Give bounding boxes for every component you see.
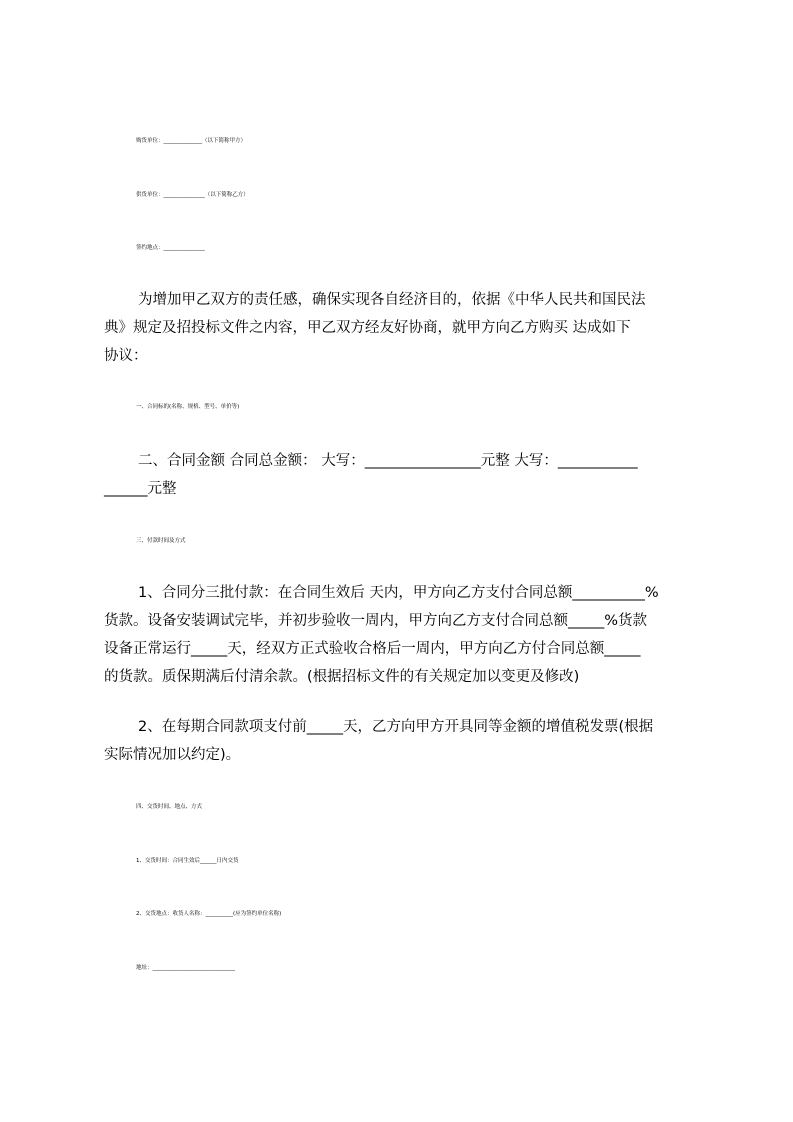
payment-clause-1-line-3: 设备正常运行_____天，经双方正式验收合格后一周内，甲方向乙方付合同总额_____: [104, 641, 641, 657]
delivery-place-line: 2、交货地点：收货人名称：__________(应为签约单位名称): [136, 911, 282, 917]
payment-clause-1-line-2: 货款。设备安装调试完毕，并初步验收一周内，甲方向乙方支付合同总额_____%货款: [104, 613, 648, 629]
section-2-line-2: ______元整: [104, 481, 177, 497]
payment-clause-2-line-2: 实际情况加以约定)。: [104, 747, 241, 763]
section-2-line-1: 二、合同金额 合同总金额： 大写：________________元整 大写：___________: [138, 453, 638, 469]
section-3-heading: 三、付款时间及方式: [136, 538, 186, 544]
address-line: 地址：______________________________: [136, 965, 236, 971]
payment-clause-1-line-4: 的货款。质保期满后付清余款。(根据招标文件的有关规定加以变更及修改): [104, 669, 580, 685]
intro-paragraph: [104, 286, 708, 370]
signing-place-line: 签约地点：_______________: [136, 245, 205, 251]
payment-clause-1: [104, 579, 708, 691]
section-1-heading: 一、合同标的(名称、规格、型号、单价等): [136, 404, 240, 410]
buyer-line: 购货单位：______________（以下简称甲方）: [136, 138, 247, 144]
payment-clause-2-line-1: 2、在每期合同款项支付前_____天，乙方向甲方开具同等金额的增值税发票(根据: [138, 719, 654, 735]
intro-line-3: 协议：: [104, 348, 148, 364]
section-2-paragraph: [104, 447, 708, 503]
section-4-heading: 四、交货时间、地点、方式: [136, 804, 203, 810]
intro-line-2: 典》规定及招投标文件之内容，甲乙双方经友好协商，就甲方向乙方购买 达成如下: [104, 320, 631, 336]
payment-clause-1-line-1: 1、合同分三批付款：在合同生效后 天内，甲方向乙方支付合同总额__________%: [138, 585, 659, 601]
payment-clause-2: [104, 713, 708, 769]
supplier-line: 供货单位：_______________（以下简称乙方）: [136, 192, 249, 198]
delivery-time-line: 1、交货时间：合同生效后______日内交货: [136, 858, 239, 864]
intro-line-1: 为增加甲乙双方的责任感，确保实现各自经济目的，依据《中华人民共和国民法: [138, 292, 646, 308]
